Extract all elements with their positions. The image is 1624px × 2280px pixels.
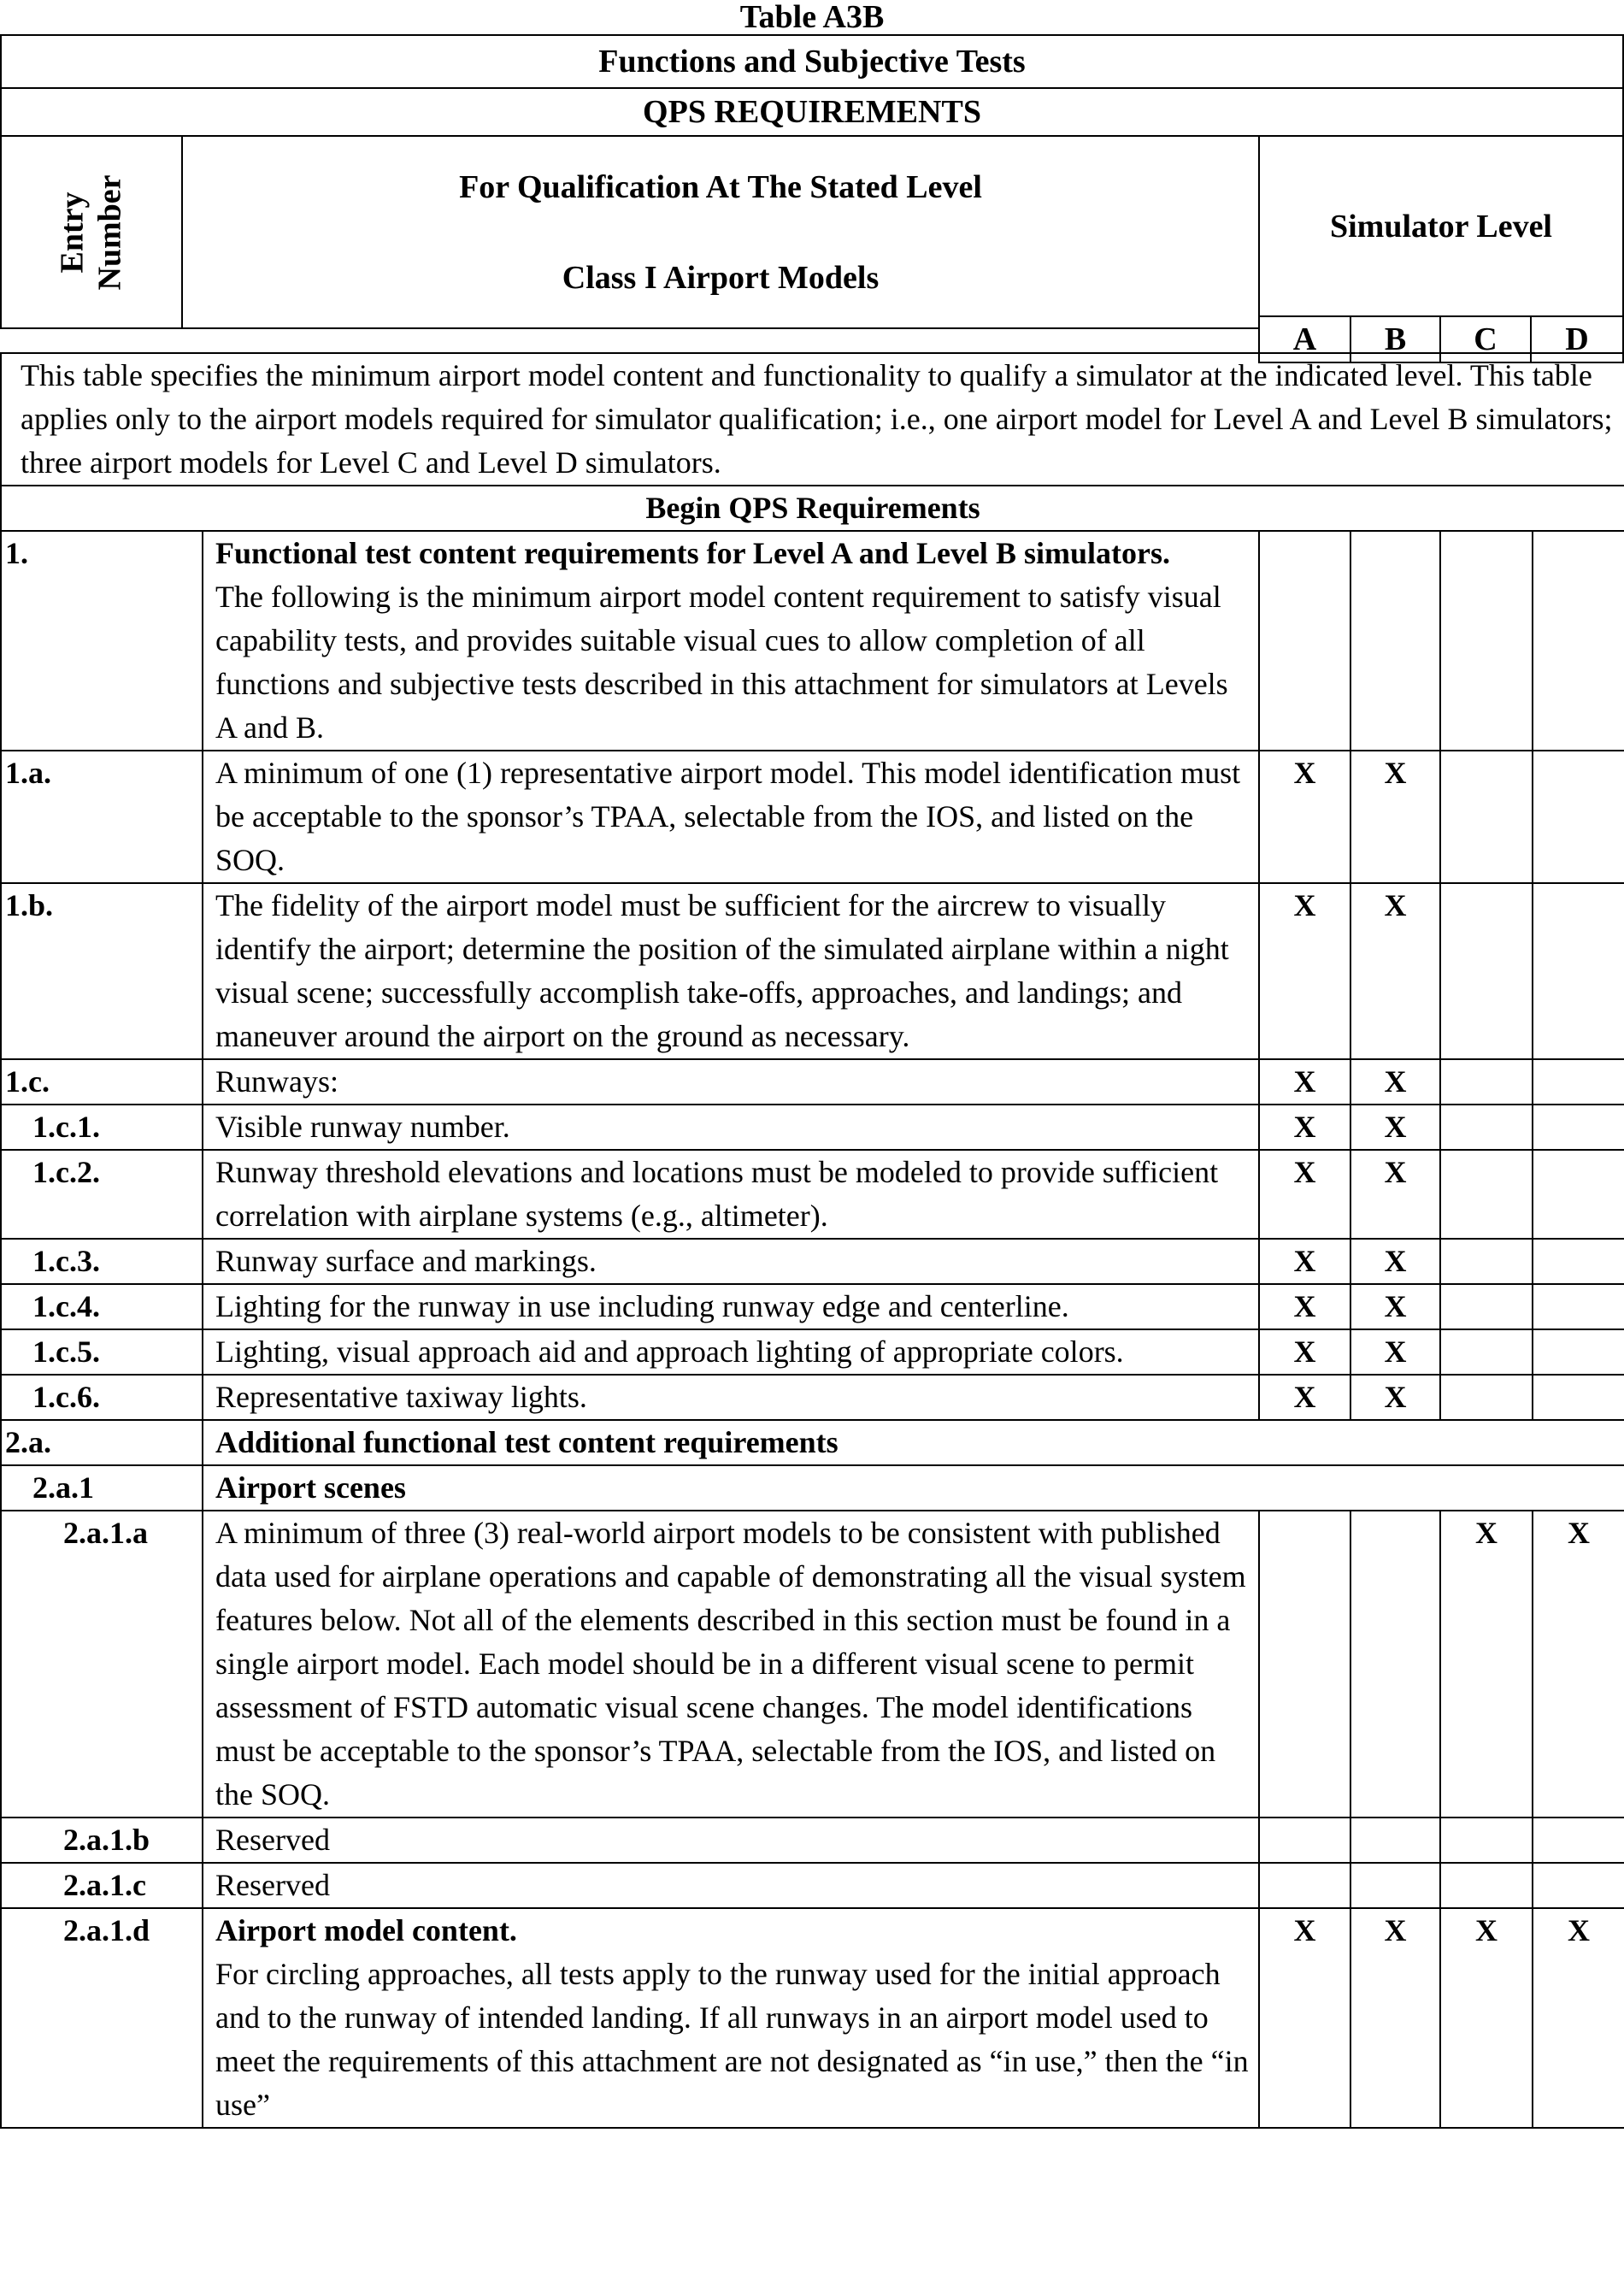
requirement-text: [203, 1105, 1259, 1150]
entry-number: 1.c.3.: [1, 1239, 203, 1284]
level-d-mark: [1533, 751, 1624, 883]
table-row: [1, 531, 1624, 751]
level-b-mark: [1350, 531, 1440, 751]
level-a-mark: X: [1259, 883, 1350, 1059]
level-c-mark: [1440, 1818, 1533, 1863]
table-row: [1, 1329, 1624, 1375]
airport-model-class: Class I Airport Models: [562, 259, 880, 296]
level-a-mark: [1259, 1818, 1350, 1863]
level-b-mark: X: [1350, 1284, 1440, 1329]
level-a-mark: X: [1259, 1150, 1350, 1239]
level-b-mark: X: [1350, 1375, 1440, 1420]
level-a-mark: [1259, 531, 1350, 751]
level-b-mark: X: [1350, 1329, 1440, 1375]
requirement-text: [203, 531, 1259, 751]
level-c-mark: [1440, 1059, 1533, 1105]
level-a-mark: X: [1259, 751, 1350, 883]
begin-row: [1, 486, 1624, 531]
entry-number: 2.a.1: [1, 1465, 203, 1511]
entry-number-line2: Number: [91, 174, 128, 291]
entry-number: 1.c.4.: [1, 1284, 203, 1329]
level-b-mark: X: [1350, 1105, 1440, 1150]
table-row: [1, 1908, 1624, 2128]
entry-number: 1.c.6.: [1, 1375, 203, 1420]
requirement-body: A minimum of one (1) representative airport model. This model identification must be acceptable to the sponsor’s TPAA, selectable from the IOS, and listed on the SOQ.: [215, 756, 1241, 877]
level-d-mark: [1533, 1329, 1624, 1375]
table-row: [1, 1150, 1624, 1239]
entry-number: 2.a.1.c: [1, 1863, 203, 1908]
requirement-body: Reserved: [215, 1823, 330, 1857]
level-a-mark: X: [1259, 1284, 1350, 1329]
table-row: [1, 751, 1624, 883]
requirement-body: Runway threshold elevations and locations must be modeled to provide sufficient correlation with airplane systems (e.g., altimeter).: [215, 1155, 1219, 1233]
level-b-mark: X: [1350, 1150, 1440, 1239]
requirement-title: Airport scenes: [215, 1470, 406, 1505]
level-c-mark: [1440, 1239, 1533, 1284]
requirement-text: [203, 1511, 1259, 1818]
table-row: [1, 1059, 1624, 1105]
level-a-mark: X: [1259, 1375, 1350, 1420]
level-a-mark: [1259, 1511, 1350, 1818]
table-row: [1, 1511, 1624, 1818]
requirement-text: [203, 751, 1259, 883]
level-d-mark: [1533, 1150, 1624, 1239]
level-b-header: B: [1350, 315, 1441, 363]
requirement-text: [203, 1150, 1259, 1239]
requirement-text: [203, 1863, 1259, 1908]
level-c-mark: [1440, 751, 1533, 883]
requirement-body: The fidelity of the airport model must be sufficient for the aircrew to visually identify the airport; determine the position of the simulated airplane within a night visual scene; successfully accomplish take-offs, approaches, and landings; and maneuver around the airport on the ground as necessary.: [215, 888, 1229, 1053]
begin-qps-requirements: Begin QPS Requirements: [1, 486, 1624, 531]
level-d-mark: X: [1533, 1908, 1624, 2128]
entry-number: 1.: [1, 531, 203, 751]
requirement-body: The following is the minimum airport model content requirement to satisfy visual capability tests, and provides suitable visual cues to allow completion of all functions and subjective tests described in this attachment for simulators at Levels A and B.: [215, 580, 1228, 745]
level-b-mark: X: [1350, 883, 1440, 1059]
level-a-mark: X: [1259, 1908, 1350, 2128]
level-c-mark: [1440, 1150, 1533, 1239]
simulator-level-header: Simulator Level: [1258, 135, 1624, 317]
requirement-body: Runway surface and markings.: [215, 1244, 597, 1278]
table-row: [1, 883, 1624, 1059]
table-title: Table A3B: [739, 0, 885, 35]
requirement-text: [203, 1818, 1259, 1863]
entry-number: 1.a.: [1, 751, 203, 883]
level-d-mark: [1533, 531, 1624, 751]
level-b-mark: X: [1350, 1908, 1440, 2128]
entry-number: 2.a.: [1, 1420, 203, 1465]
table-row: [1, 1420, 1624, 1465]
requirements-table: [0, 352, 1624, 2129]
qualification-header: [181, 135, 1260, 329]
level-c-mark: [1440, 1284, 1533, 1329]
entry-number: 1.b.: [1, 883, 203, 1059]
table-row: [1, 1818, 1624, 1863]
table-row: [1, 1239, 1624, 1284]
level-c-mark: [1440, 1329, 1533, 1375]
requirement-title: Functional test content requirements for Level A and Level B simulators.: [215, 536, 1170, 570]
level-d-mark: [1533, 1105, 1624, 1150]
requirement-title: Additional functional test content requirements: [215, 1425, 838, 1459]
table-row: [1, 1375, 1624, 1420]
requirement-body: Representative taxiway lights.: [215, 1380, 587, 1414]
level-a-mark: X: [1259, 1059, 1350, 1105]
requirement-body: For circling approaches, all tests apply to the runway used for the initial approach and to the runway of intended landing. If all runways in an airport model used to meet the requirements of this attachment are not designated as “in use,” then the “in use”: [215, 1957, 1249, 2122]
requirement-body: Visible runway number.: [215, 1110, 510, 1144]
level-b-mark: [1350, 1511, 1440, 1818]
level-c-mark: [1440, 1863, 1533, 1908]
table-row: [1, 1284, 1624, 1329]
level-c-mark: [1440, 1105, 1533, 1150]
table-header: [0, 34, 1624, 357]
level-c-mark: X: [1440, 1511, 1533, 1818]
level-c-mark: X: [1440, 1908, 1533, 2128]
requirement-text: [203, 883, 1259, 1059]
level-c-header: C: [1439, 315, 1532, 363]
level-a-mark: X: [1259, 1329, 1350, 1375]
requirement-text: [203, 1908, 1259, 2128]
level-d-header: D: [1530, 315, 1624, 363]
requirement-title: Airport model content.: [215, 1913, 517, 1947]
requirement-text: [203, 1284, 1259, 1329]
level-d-mark: [1533, 1239, 1624, 1284]
table-row: [1, 1105, 1624, 1150]
requirement-body: Reserved: [215, 1868, 330, 1902]
level-a-mark: [1259, 1863, 1350, 1908]
requirement-text: [203, 1059, 1259, 1105]
level-b-mark: X: [1350, 1239, 1440, 1284]
entry-number: 2.a.1.d: [1, 1908, 203, 2128]
entry-number: 1.c.: [1, 1059, 203, 1105]
entry-number: 1.c.5.: [1, 1329, 203, 1375]
table-row: [1, 1863, 1624, 1908]
requirement-text: [203, 1465, 1624, 1511]
requirement-text: [203, 1329, 1259, 1375]
level-b-mark: X: [1350, 1059, 1440, 1105]
entry-number-header: [0, 135, 183, 329]
level-c-mark: [1440, 531, 1533, 751]
level-c-mark: [1440, 1375, 1533, 1420]
requirement-text: [203, 1420, 1624, 1465]
level-d-mark: [1533, 1284, 1624, 1329]
requirement-body: Runways:: [215, 1064, 338, 1099]
entry-number-label: [54, 174, 129, 290]
intro-text: This table specifies the minimum airport model content and functionality to qualify a simulator at the indicated level. This table applies only to the airport models required for simulator qualification; i.e., one airport model for Level A and Level B simulators; three airport models for Level C and Level D simulators.: [1, 353, 1624, 486]
entry-number: 2.a.1.a: [1, 1511, 203, 1818]
level-a-header: A: [1258, 315, 1351, 363]
qualification-title: For Qualification At The Stated Level: [459, 168, 982, 205]
level-b-mark: [1350, 1863, 1440, 1908]
requirement-text: [203, 1239, 1259, 1284]
entry-number-line1: Entry: [54, 191, 91, 274]
level-b-mark: [1350, 1818, 1440, 1863]
entry-number: 2.a.1.b: [1, 1818, 203, 1863]
entry-number: 1.c.2.: [1, 1150, 203, 1239]
requirement-text: [203, 1375, 1259, 1420]
requirement-body: Lighting for the runway in use including runway edge and centerline.: [215, 1289, 1069, 1323]
requirement-body: A minimum of three (3) real-world airport models to be consistent with published data used for airplane operations and capable of demonstrating all the visual system features below. Not all of the elements described in this section must be found in a single airport model. Each model should be in a different visual scene to permit assessment of FSTD automatic visual scene changes. The model identifications must be acceptable to the sponsor’s TPAA, selectable from the IOS, and listed on the SOQ.: [215, 1516, 1246, 1812]
header-banner-functions: Functions and Subjective Tests: [0, 34, 1624, 89]
table-row: [1, 1465, 1624, 1511]
level-b-mark: X: [1350, 751, 1440, 883]
entry-number: 1.c.1.: [1, 1105, 203, 1150]
level-d-mark: [1533, 1059, 1624, 1105]
level-d-mark: [1533, 1863, 1624, 1908]
requirement-body: Lighting, visual approach aid and approach lighting of appropriate colors.: [215, 1334, 1124, 1369]
level-d-mark: X: [1533, 1511, 1624, 1818]
level-a-mark: X: [1259, 1105, 1350, 1150]
intro-row: [1, 353, 1624, 486]
level-a-mark: X: [1259, 1239, 1350, 1284]
header-banner-qps: QPS REQUIREMENTS: [0, 87, 1624, 137]
level-c-mark: [1440, 883, 1533, 1059]
level-d-mark: [1533, 883, 1624, 1059]
level-d-mark: [1533, 1375, 1624, 1420]
level-d-mark: [1533, 1818, 1624, 1863]
